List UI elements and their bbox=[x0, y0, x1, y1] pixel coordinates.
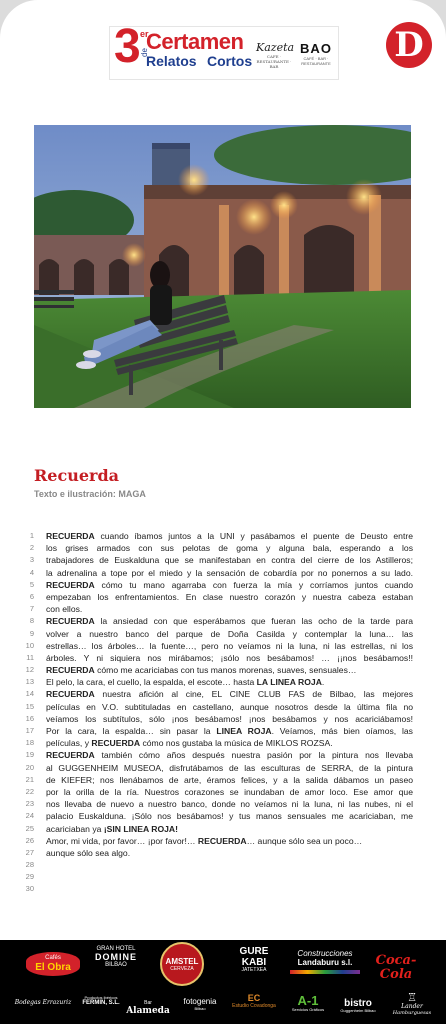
text-run: de KIEFER; nos llenábamos de arte, éramos felices, y a la salida dábamos un paseo bbox=[46, 774, 413, 785]
sponsor-amstel-line2: CERVEZA bbox=[170, 965, 194, 972]
text-run: Por la cara, la espalda… sin pasar la bbox=[46, 726, 217, 736]
emphasis-text: RECUERDA bbox=[46, 616, 95, 627]
text-run: veíamos los subtítulos, sólo ¡nos besábamos! ¡nos besábamos y nos acariciábamos! bbox=[46, 713, 413, 724]
story-text bbox=[0, 530, 446, 896]
sponsor-a1 bbox=[288, 994, 328, 1013]
sponsor-lander-line2: Hamburguesas bbox=[392, 1009, 432, 1016]
line-text bbox=[46, 774, 413, 786]
text-line bbox=[0, 725, 446, 737]
story-illustration bbox=[34, 125, 411, 408]
text-line bbox=[0, 871, 446, 883]
text-line bbox=[0, 530, 446, 542]
emphasis-text: RECUERDA bbox=[197, 835, 247, 846]
text-run: nuestra afición al cine, EL CINE CLUB FAS de Bilbao, las mejores bbox=[94, 689, 413, 700]
text-line bbox=[0, 554, 446, 566]
text-line bbox=[0, 591, 446, 603]
sponsor-footer bbox=[0, 940, 446, 1024]
line-text bbox=[46, 798, 413, 810]
story-byline: Texto e ilustración: MAGA bbox=[34, 489, 146, 499]
sponsor-errazuriz bbox=[14, 1000, 72, 1007]
sponsor-fotogenia bbox=[178, 998, 222, 1011]
line-number: 29 bbox=[25, 872, 34, 882]
text-run: cómo tu mano agarraba con fuerza la mía y corríamos juntos cuando bbox=[94, 579, 413, 590]
sponsor-bistro-line1: bistro bbox=[344, 998, 372, 1009]
text-line bbox=[0, 664, 446, 676]
sponsor-amstel-line1: AMSTEL bbox=[165, 957, 199, 966]
emphasis-text: ¡SIN LINEA ROJA! bbox=[103, 823, 178, 834]
line-text bbox=[46, 762, 413, 774]
line-text bbox=[46, 628, 413, 640]
text-line bbox=[0, 883, 446, 895]
sponsor-gure-kabi-line1: GURE bbox=[239, 946, 269, 957]
line-number: 3 bbox=[29, 555, 34, 565]
text-run: … aunque sólo sea un poco… bbox=[246, 835, 363, 846]
sponsor-amstel bbox=[160, 942, 206, 988]
line-number: 11 bbox=[26, 652, 34, 662]
sponsor-alameda-line1: Bar bbox=[144, 1000, 152, 1006]
bao-subtitle: CAFÉ · BAR · RESTAURANTE bbox=[301, 56, 331, 66]
text-line bbox=[0, 676, 446, 688]
sponsor-lander-line1: Lander bbox=[401, 1003, 423, 1011]
text-line bbox=[0, 615, 446, 627]
bao-name: BAO bbox=[300, 41, 332, 56]
line-number: 8 bbox=[29, 616, 34, 626]
sponsor-el-obra bbox=[26, 952, 80, 976]
line-number: 4 bbox=[29, 567, 34, 577]
line-text bbox=[46, 579, 413, 591]
text-run: al GUGGENHEIM MUSEOA, disfrutábamos de las esculturas de SERRA, de la pintura bbox=[46, 762, 413, 773]
text-line bbox=[0, 652, 446, 664]
text-line bbox=[0, 603, 446, 615]
sponsor-landaburu-line2: Landaburu s.l. bbox=[297, 957, 353, 967]
line-text bbox=[46, 847, 413, 859]
text-run: aunque sólo sea algo. bbox=[46, 847, 131, 858]
sponsor-coca-cola bbox=[366, 954, 426, 983]
sponsor-bistro bbox=[336, 998, 380, 1013]
line-number: 17 bbox=[25, 726, 34, 735]
text-line bbox=[0, 640, 446, 652]
line-text bbox=[46, 688, 413, 700]
sponsor-domine-line2: DOMINE bbox=[95, 951, 137, 962]
sponsor-gure-kabi-line2: KABI bbox=[241, 957, 267, 968]
text-run: nos llevaba de nuevo a nuestro banco, donde no veíamos ni la luna, ni las nubes, ni el bbox=[46, 799, 413, 810]
text-run: Amor, mi vida, por favor… ¡por favor!… bbox=[46, 835, 198, 846]
line-text bbox=[46, 786, 413, 798]
text-run: trabajadores de Euskalduna que se manifestaban en contra del cierre de los Astilleros; bbox=[46, 555, 413, 566]
sponsor-covadonga bbox=[228, 994, 280, 1009]
emphasis-text: RECUERDA bbox=[46, 531, 95, 541]
line-text bbox=[46, 640, 413, 652]
sponsor-fotogenia-line1: fotogenia bbox=[183, 997, 217, 1006]
header bbox=[0, 0, 446, 110]
sponsor-errazuriz-line1: Bodegas Errazuriz bbox=[14, 999, 72, 1006]
line-number: 21 bbox=[25, 774, 34, 784]
line-text bbox=[46, 676, 413, 688]
line-number: 24 bbox=[25, 811, 34, 821]
text-run: la ansiedad con que esperábamos que fueran las ocho de la tarde para bbox=[94, 616, 413, 627]
line-text bbox=[46, 713, 413, 725]
sponsor-alameda-line2: Alameda bbox=[126, 1005, 170, 1016]
sponsor-fotogenia-line2: Bilbao bbox=[194, 1005, 206, 1011]
text-run: estrellas… los árboles… la fuente…, pero no veíamos ni la luna, ni las estrellas, ni los bbox=[46, 640, 413, 651]
line-number: 30 bbox=[25, 884, 34, 894]
line-number: 20 bbox=[25, 762, 34, 772]
kazeta-subtitle: CAFE · RESTAURANTE · BAR bbox=[256, 54, 292, 69]
bao-logo bbox=[298, 41, 334, 65]
emphasis-text: RECUERDA bbox=[46, 665, 95, 676]
line-number: 5 bbox=[29, 579, 34, 589]
text-run: la adrenalina a tope por el miedo y la sensación de cobardía por no ponernos a su lado. bbox=[46, 567, 413, 578]
line-text bbox=[46, 603, 413, 615]
logo-cortos: Cortos bbox=[207, 53, 253, 69]
sponsor-bistro-line2: Guggenheim Bilbao bbox=[340, 1008, 376, 1013]
logo-ordinal: er bbox=[140, 29, 149, 39]
text-line bbox=[0, 810, 446, 822]
emphasis-text: RECUERDA bbox=[46, 750, 95, 761]
line-number: 12 bbox=[25, 665, 34, 675]
line-text bbox=[46, 664, 413, 676]
line-number: 27 bbox=[25, 847, 34, 857]
text-run: cuando íbamos juntos a la UNI y pasábamos el puente de Deusto entre bbox=[94, 531, 413, 541]
line-number: 23 bbox=[25, 799, 34, 809]
kazeta-logo bbox=[256, 41, 295, 69]
line-number: 13 bbox=[25, 677, 34, 687]
sponsor-gure-kabi-line3: JATETXEA bbox=[241, 967, 267, 973]
text-line bbox=[0, 847, 446, 859]
line-number: 1 bbox=[29, 531, 34, 540]
lander-crest-icon: ♖ bbox=[407, 992, 417, 1004]
text-run: árboles. Y ni siquiera nos mirábamos; ¡sólo nos besábamos! … ¡¡nos besábamos!! bbox=[46, 652, 413, 663]
line-number: 16 bbox=[25, 713, 34, 723]
line-text bbox=[46, 567, 413, 579]
text-run: con ellos. bbox=[46, 604, 83, 615]
sponsor-a1-line2: Servicios Gráficos bbox=[291, 1007, 325, 1013]
text-run: los grises armados con sus pelotas de goma y alguna bala, esperando a los bbox=[46, 543, 413, 554]
sponsor-el-obra-line2: El Obra bbox=[35, 961, 71, 973]
line-number: 25 bbox=[25, 823, 34, 833]
emphasis-text: RECUERDA bbox=[91, 738, 141, 749]
text-run: volver a nuestro banco del parque de Doña Casilda y contemplar la luna… las bbox=[46, 628, 413, 639]
text-line bbox=[0, 859, 446, 871]
line-number: 2 bbox=[29, 543, 34, 553]
line-number: 14 bbox=[25, 689, 34, 699]
sponsor-landaburu-stripe bbox=[290, 970, 360, 974]
line-text bbox=[46, 737, 413, 749]
text-line bbox=[0, 762, 446, 774]
sponsor-landaburu-line1: Construcciones bbox=[297, 949, 353, 958]
line-text bbox=[46, 554, 413, 566]
emphasis-text: LA LINEA ROJA bbox=[256, 677, 322, 688]
line-number: 6 bbox=[29, 591, 34, 601]
text-line bbox=[0, 749, 446, 761]
sponsor-fermin-line2: FERMIN, S.L. bbox=[82, 1000, 120, 1007]
line-text bbox=[46, 749, 413, 761]
text-line bbox=[0, 798, 446, 810]
emphasis-text: LINEA ROJA bbox=[216, 726, 272, 736]
text-line bbox=[0, 628, 446, 640]
sponsor-a1-line1: A-1 bbox=[297, 993, 319, 1008]
kazeta-name: Kazeta bbox=[256, 41, 295, 54]
emphasis-text: RECUERDA bbox=[46, 579, 95, 590]
line-number: 15 bbox=[25, 701, 34, 711]
story-title: Recuerda bbox=[34, 466, 120, 485]
text-line bbox=[0, 688, 446, 700]
text-line bbox=[0, 567, 446, 579]
text-run: . bbox=[321, 677, 325, 688]
line-number: 9 bbox=[29, 628, 34, 638]
sponsor-domine bbox=[94, 946, 138, 969]
text-line bbox=[0, 542, 446, 554]
line-number: 7 bbox=[29, 604, 34, 614]
text-run: también cómo años después nuestra pasión por la pintura nos llevaba bbox=[94, 750, 413, 761]
sponsor-el-obra-line1: Cafés bbox=[45, 955, 61, 961]
text-run: acariciaban ya bbox=[46, 823, 104, 834]
sponsor-alameda bbox=[126, 998, 170, 1017]
text-run: películas en V.O. subtituladas en castellano, aunque nosotros desde la última fila no bbox=[46, 701, 413, 712]
text-line bbox=[0, 774, 446, 786]
text-run: películas, y bbox=[46, 738, 92, 749]
line-number: 22 bbox=[25, 786, 34, 796]
line-number: 18 bbox=[25, 738, 34, 748]
text-line bbox=[0, 786, 446, 798]
sponsor-coca-cola-line1: Coca-Cola bbox=[375, 953, 417, 983]
line-number: 26 bbox=[25, 835, 34, 845]
certamen-logo bbox=[109, 20, 339, 80]
line-text bbox=[46, 810, 413, 822]
sponsor-landaburu bbox=[290, 950, 360, 974]
sponsor-fermin bbox=[80, 996, 122, 1007]
line-number: 10 bbox=[25, 640, 34, 650]
line-text bbox=[46, 823, 413, 835]
line-text bbox=[46, 725, 413, 737]
line-text bbox=[46, 701, 413, 713]
text-line bbox=[0, 737, 446, 749]
line-text bbox=[46, 591, 413, 603]
sponsor-domine-line1: GRAN HOTEL bbox=[96, 946, 136, 952]
logo-de: de bbox=[140, 48, 149, 57]
line-text bbox=[46, 542, 413, 554]
text-run: cómo me acariciabas con tus manos morenas, suaves, sensuales… bbox=[94, 665, 357, 676]
text-run: El pelo, la cara, el cuello, la espalda, el escote… hasta bbox=[46, 677, 257, 688]
emphasis-text: RECUERDA bbox=[46, 689, 95, 700]
logo-number: 3 bbox=[114, 20, 141, 73]
text-run: cómo nos gustaba la música de MIKLOS ROZSA. bbox=[140, 738, 333, 749]
line-number: 19 bbox=[25, 750, 34, 760]
text-run: palacio Euskalduna. ¡Sólo nos besábamos! y tus manos sensuales me acariciaban, me bbox=[46, 811, 413, 822]
line-text bbox=[46, 835, 413, 847]
text-run: por la orilla de la ría. Nuestros corazones se inundaban de amor loco. Ese amor que bbox=[46, 786, 413, 797]
text-run: empezaban los enfrentamientos. En clase nuestro corazón y nuestra cabeza estaban bbox=[46, 591, 413, 602]
text-line bbox=[0, 579, 446, 591]
line-text bbox=[46, 530, 413, 542]
text-line bbox=[0, 701, 446, 713]
logo-relatos: Relatos bbox=[146, 53, 197, 69]
sponsor-lander bbox=[388, 992, 436, 1016]
line-number: 28 bbox=[25, 860, 34, 870]
text-line bbox=[0, 823, 446, 835]
text-run: . Veíamos, más bien oíamos, las bbox=[271, 726, 413, 736]
text-line bbox=[0, 835, 446, 847]
sponsor-covadonga-line2: Estudio Covadonga bbox=[232, 1002, 276, 1009]
line-text bbox=[46, 652, 413, 664]
logo-certamen: Certamen bbox=[146, 29, 244, 54]
d-brand-logo: D bbox=[386, 22, 432, 68]
line-text bbox=[46, 615, 413, 627]
sponsor-fermin-line1: Productos ibéricos bbox=[84, 995, 118, 1000]
sponsor-domine-line3: BILBAO bbox=[105, 962, 127, 969]
text-line bbox=[0, 713, 446, 725]
sponsor-gure-kabi bbox=[232, 946, 276, 974]
sponsor-covadonga-line1: EC bbox=[247, 993, 261, 1003]
